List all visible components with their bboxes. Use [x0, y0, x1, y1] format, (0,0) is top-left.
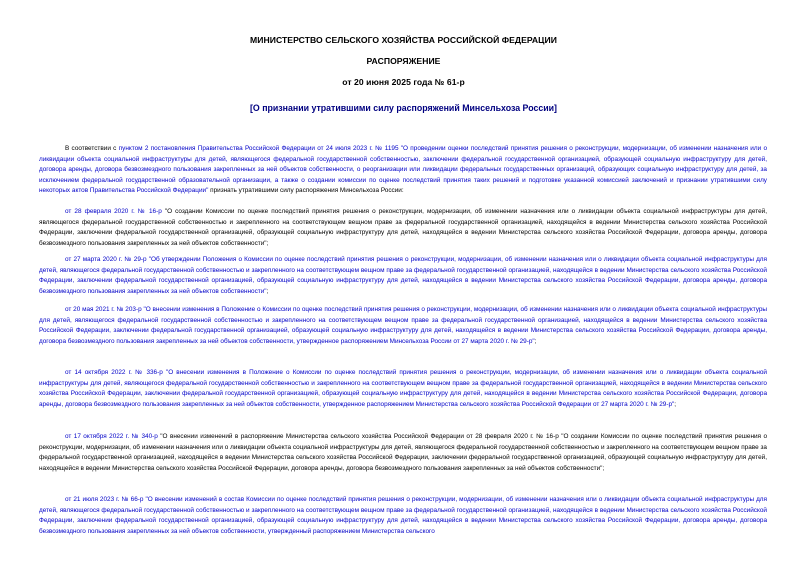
paragraph-item: [39, 207, 767, 249]
paragraph-text: "О создании Комиссии по оценке последствий принятия решения о реконструкции, модернизации, об изменении назначения или о ликвидации объекта социальной инфраструктуры для детей, являющегося федеральной государственной собственностью и закрепленного на соответствующем вещном праве за федеральной государственной организацией, находящейся в ведении Министерства сельского хозяйства Российской Федерации, заключении федеральной государственной организацией, образующей социальную инфраструктуру для детей, находящейся в ведении Министерства сельского хозяйства Российской Федерации, договора аренды, договора безвозмездного пользования закрепленных за ней объектов собственности";: [39, 208, 768, 247]
paragraph-text: ;: [674, 400, 677, 408]
document-link[interactable]: от 20 мая 2021 г. № 203-р "О внесении изменения в Положение о Комиссии по оценке последствий принятия решения о реконструкции, модернизации, об изменении назначения или о ликвидации объекта социальной инфраструктуры для детей, являющегося федеральной государственной собственностью и закрепленного на соответствующем вещном праве за федеральной государственной организацией, находящейся в ведении Министерства сельского хозяйства Российской Федерации, заключении федеральной государственной организацией, образующей социальную инфраструктуру для детей, находящейся в ведении Министерства сельского хозяйства Российской Федерации, договора аренды, договора безвозмездного пользования закрепленных за ней объектов собственности, утвержденное распоряжением Минсельхоза России от 27 марта 2020 г. № 29-р": [39, 306, 767, 345]
ministry-heading: МИНИСТЕРСТВО СЕЛЬСКОГО ХОЗЯЙСТВА РОССИЙСКОЙ ФЕДЕРАЦИИ: [250, 35, 557, 45]
paragraph-preamble: [39, 144, 767, 197]
paragraph-item: [39, 495, 767, 537]
paragraph-text: признать утратившими силу распоряжения Минсельхоза России:: [208, 187, 404, 195]
paragraph-text: В соответствии с: [65, 145, 119, 152]
paragraph-item: [39, 432, 767, 474]
document-link[interactable]: от 28 февраля 2020 г. № 16-р: [65, 208, 162, 215]
paragraph-item: [39, 305, 767, 347]
document-link[interactable]: от 27 марта 2020 г. № 29-р "Об утверждении Положения о Комиссии по оценке последствий принятия решения о реконструкции, модернизации, об изменении назначения или о ликвидации объекта социальной инфраструктуры для детей, являющегося федеральной государственной собственностью и закрепленного на соответствующем вещном праве за федеральной государственной организацией, находящейся в ведении Министерства сельского хозяйства Российской Федерации, заключении федеральной государственной организацией, образующей социальную инфраструктуру для детей, находящейся в ведении Министерства сельского хозяйства Российской Федерации, договора аренды, договора безвозмездного пользования закрепленных за ней объектов собственности": [39, 256, 767, 295]
paragraph-text: ;: [534, 337, 537, 345]
document-link[interactable]: от 17 октября 2022 г. № 340-р: [65, 433, 158, 440]
paragraph-text: ;: [266, 287, 269, 295]
document-link[interactable]: от 14 октября 2022 г. № 336-р "О внесении изменения в Положение о Комиссии по оценке последствий принятия решения о реконструкции, модернизации, об изменении назначения или о ликвидации объекта социальной инфраструктуры для детей, являющегося федеральной государственной собственностью и закрепленного на соответствующем вещном праве за федеральной государственной организацией, находящейся в ведении Министерства сельского хозяйства Российской Федерации, заключении федеральной государственной организацией, образующей социальную инфраструктуру для детей, находящейся в ведении Министерства сельского хозяйства Российской Федерации, договора аренды, договора безвозмездного пользования закрепленных за ней объектов собственности, утвержденное распоряжением Министерства сельского хозяйства Российской Федерации от 27 марта 2020 г. № 29-р": [39, 369, 767, 408]
paragraph-item: [39, 255, 767, 297]
paragraph-item: [39, 368, 767, 410]
document-link[interactable]: пунктом 2 постановления Правительства Российской Федерации от 24 июля 2023 г. № 1195 "О проведении оценки последствий принятия решения о реконструкции, модернизации, об изменении назначения или о ликвидации объекта социальной инфраструктуры для детей, являющегося федеральной государственной собственностью, заключении федеральной государственной организацией, образующей социальную инфраструктуру для детей, договора аренды, договора безвозмездного пользования закрепленных за ней объектов собственности, о реорганизации или ликвидации федеральных государственных организаций, образующих социальную инфраструктуру для детей, за исключением федеральной государственной образовательной организации, а также о создании комиссии по оценке последствий принятия таких решений и подготовке указанной комиссией заключений и признании утратившими силу некоторых актов Правительства Российской Федерации": [39, 145, 767, 195]
document-date-number: от 20 июня 2025 года № 61-р: [342, 77, 465, 87]
document-type-heading: РАСПОРЯЖЕНИЕ: [366, 56, 441, 66]
document-link[interactable]: от 21 июля 2023 г. № 66-р "О внесении изменений в состав Комиссии по оценке последствий принятия решения о реконструкции, модернизации, об изменении назначения или о ликвидации объекта социальной инфраструктуры для детей, являющегося федеральной государственной собственностью и закрепленного на соответствующем вещном праве за федеральной государственной организацией, находящейся в ведении Министерства сельского хозяйства Российской Федерации, заключении федеральной государственной организацией, образующей социальную инфраструктуру для детей, находящейся в ведении Министерства сельского хозяйства Российской Федерации, договора аренды, договора безвозмездного пользования закрепленных за ней объектов собственности, утвержденный распоряжением Министерства сельского: [39, 496, 767, 535]
document-title: [О признании утратившими силу распоряжений Минсельхоза России]: [250, 103, 557, 113]
paragraph-text: "О внесении изменений в распоряжение Министерства сельского хозяйства Российской Федерации от 28 февраля 2020 г. № 16-р "О создании Комиссии по оценке последствий принятия решения о реконструкции, модернизации, об изменении назначения или о ликвидации объекта социальной инфраструктуры для детей, являющегося федеральной государственной собственностью и закрепленного на соответствующем вещном праве за федеральной государственной организацией, находящейся в ведении Министерства сельского хозяйства Российской Федерации, заключении федеральной государственной организацией, образующей социальную инфраструктуру для детей, находящейся в ведении Министерства сельского хозяйства Российской Федерации, договора аренды, договора безвозмездного пользования закрепленных за ней объектов собственности";: [39, 433, 767, 472]
